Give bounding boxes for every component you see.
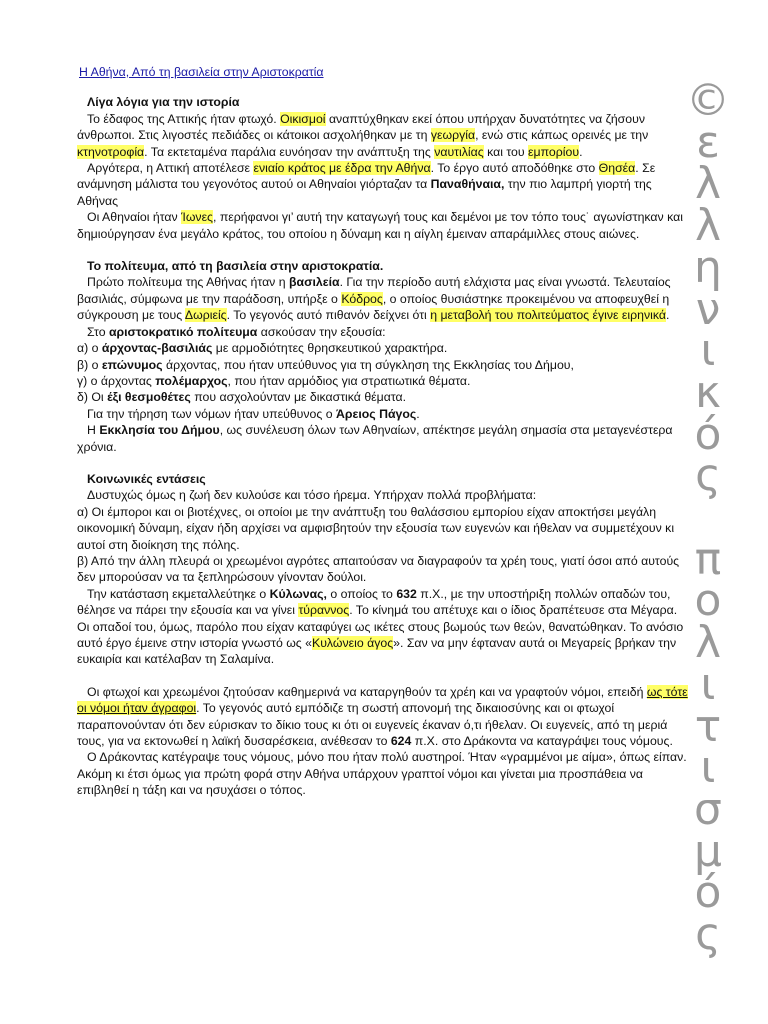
paragraph: Ο Δράκοντας κατέγραψε τους νόμους, μόνο που ήταν πολύ αυστηροί. Ήταν «γραμμένοι με αίμα», όπως είπαν. Ακόμη κι έτσι όμως για πρώτη φορά στην Αθήνα υπάρχουν γραπτοί νόμοι και γίνεται μια προσπάθεια να επιβληθεί η τάξη και να ησυχάσει ο τόπος. bbox=[77, 750, 687, 798]
paragraph: Στο αριστοκρατικό πολίτευμα ασκούσαν την εξουσία: bbox=[87, 324, 386, 339]
section-heading: Κοινωνικές εντάσεις bbox=[87, 471, 206, 486]
paragraph: Πρώτο πολίτευμα της Αθήνας ήταν η βασιλεία. Για την περίοδο αυτή ελάχιστα μας είναι γνωστά. Τελευταίος βασιλιάς, σύμφωνα με την παράδοση, υπήρξε ο Κόδρος, ο οποίος θυσιάστηκε προκειμένου να αποφευχθεί η σύγκρουση με τους Δωριείς. Το γεγονός αυτό πιθανόν δείχνει ότι η μεταβολή του πολιτεύματος έγινε ειρηνικά. bbox=[77, 275, 671, 323]
paragraph: β) Από την άλλη πλευρά οι χρεωμένοι αγρότες απαιτούσαν να διαγραφούν τα χρέη τους, γιατί όσοι από αυτούς δεν μπορούσαν να τα ξεπληρώσουν γίνονταν δούλοι. bbox=[77, 553, 680, 585]
document-page bbox=[77, 64, 689, 799]
watermark-copyright-icon: © bbox=[686, 75, 730, 126]
list-item: γ) ο άρχοντας πολέμαρχος, που ήταν αρμόδιος για στρατιωτικά θέματα. bbox=[77, 373, 471, 388]
paragraph: Το έδαφος της Αττικής ήταν φτωχό. Οικισμοί αναπτύχθηκαν εκεί όπου υπήρχαν δυνατότητες να ζήσουν άνθρωποι. Στις λιγοστές πεδιάδες οι κάτοικοι ασχολήθηκαν με τη γεωργία, ενώ στις κάπως ορεινές με την κτηνοτροφία. Τα εκτεταμένα παράλια ευνόησαν την ανάπτυξη της ναυτιλίας και του εμπορίου. bbox=[77, 111, 649, 159]
paragraph: Αργότερα, η Αττική αποτέλεσε ενιαίο κράτος με έδρα την Αθήνα. Το έργο αυτό αποδόθηκε στο Θησέα. Σε ανάμνηση μάλιστα του γεγονότος αυτού οι Αθηναίοι γιόρταζαν τα Παναθήναια, την πιο λαμπρή γιορτή της Αθήνας bbox=[77, 161, 656, 208]
list-item: α) ο άρχοντας-βασιλιάς με αρμοδιότητες θρησκευτικού χαρακτήρα. bbox=[77, 341, 448, 356]
section-heading: Λίγα λόγια για την ιστορία bbox=[87, 95, 240, 110]
section-heading: Το πολίτευμα, από τη βασιλεία στην αριστοκρατία. bbox=[87, 259, 384, 274]
copyright-watermark: © ε λ λ η ν ι κ ό ς π ο λ ι τ ι σ μ ό ς bbox=[683, 80, 733, 956]
paragraph: Για την τήρηση των νόμων ήταν υπεύθυνος ο Άρειος Πάγος. bbox=[87, 406, 420, 421]
paragraph: α) Οι έμποροι και οι βιοτέχνες, οι οποίοι με την ανάπτυξη του θαλάσσιου εμπορίου είχαν αποκτήσει μεγάλη οικονομική δύναμη, είχαν ήδη αρχίσει να αμφισβητούν την εξουσία των ευγενών και ήθελαν να συμμετέχουν κι αυτοί στη διοίκηση της πόλης. bbox=[77, 504, 675, 552]
paragraph: Η Εκκλησία του Δήμου, ως συνέλευση όλων των Αθηναίων, απέκτησε μεγάλη σημασία στα μεταγενέστερα χρόνια. bbox=[77, 423, 673, 454]
paragraph: Την κατάσταση εκμεταλλεύτηκε ο Κύλωνας, ο οποίος το 632 π.Χ., με την υποστήριξη πολλών οπαδών του, θέλησε να πάρει την εξουσία και να γίνει τύραννος. Το κίνημά του απέτυχε και ο ίδιος δραπέτευσε στα Μέγαρα. Οι οπαδοί του, όμως, παρόλο που είχαν καταφύγει ως ικέτες στους βωμούς των θεών, θανατώθηκαν. Το ανόσιο αυτό έργο έμεινε στην ιστορία γνωστό ως «Κυλώνειο άγος». Σαν να μην έφταναν αυτά οι Μεγαρείς βρήκαν την ευκαιρία και κατέλαβαν τη Σαλαμίνα. bbox=[77, 586, 684, 667]
list-item: δ) Οι έξι θεσμοθέτες που ασχολούνταν με δικαστικά θέματα. bbox=[77, 390, 407, 405]
paragraph: Οι φτωχοί και χρεωμένοι ζητούσαν καθημερινά να καταργηθούν τα χρέη και να γραφτούν νόμοι, επειδή ως τότε οι νόμοι ήταν άγραφοι. Το γεγονός αυτό εμπόδιζε τη σωστή απονομή της δικαιοσύνης και οι φτωχοί παραπονούνταν ότι δεν εύρισκαν το δίκιο τους κι ότι οι ευγενείς έκαναν ό,τι ήθελαν. Οι ευγενείς, από τη μεριά τους, για να εκτονωθεί η λαϊκή δυσαρέσκεια, ανέθεσαν το 624 π.Χ. στο Δράκοντα να καταγράψει τους νόμους. bbox=[77, 684, 688, 749]
paragraph: Οι Αθηναίοι ήταν Ίωνες, περήφανοι γι’ αυτή την καταγωγή τους και δεμένοι με τον τόπο τους˙ αγωνίστηκαν και δημιούργησαν ένα μεγάλο κράτος, του οποίου η δύναμη και η αίγλη έμειναν απαράμιλλες στους αιώνες. bbox=[77, 210, 683, 241]
list-item: β) ο επώνυμος άρχοντας, που ήταν υπεύθυνος για τη σύγκληση της Εκκλησίας του Δήμου, bbox=[77, 357, 574, 372]
document-title[interactable]: Η Αθήνα, Από τη βασιλεία στην Αριστοκρατία bbox=[79, 65, 324, 79]
paragraph: Δυστυχώς όμως η ζωή δεν κυλούσε και τόσο ήρεμα. Υπήρχαν πολλά προβλήματα: bbox=[87, 488, 537, 503]
